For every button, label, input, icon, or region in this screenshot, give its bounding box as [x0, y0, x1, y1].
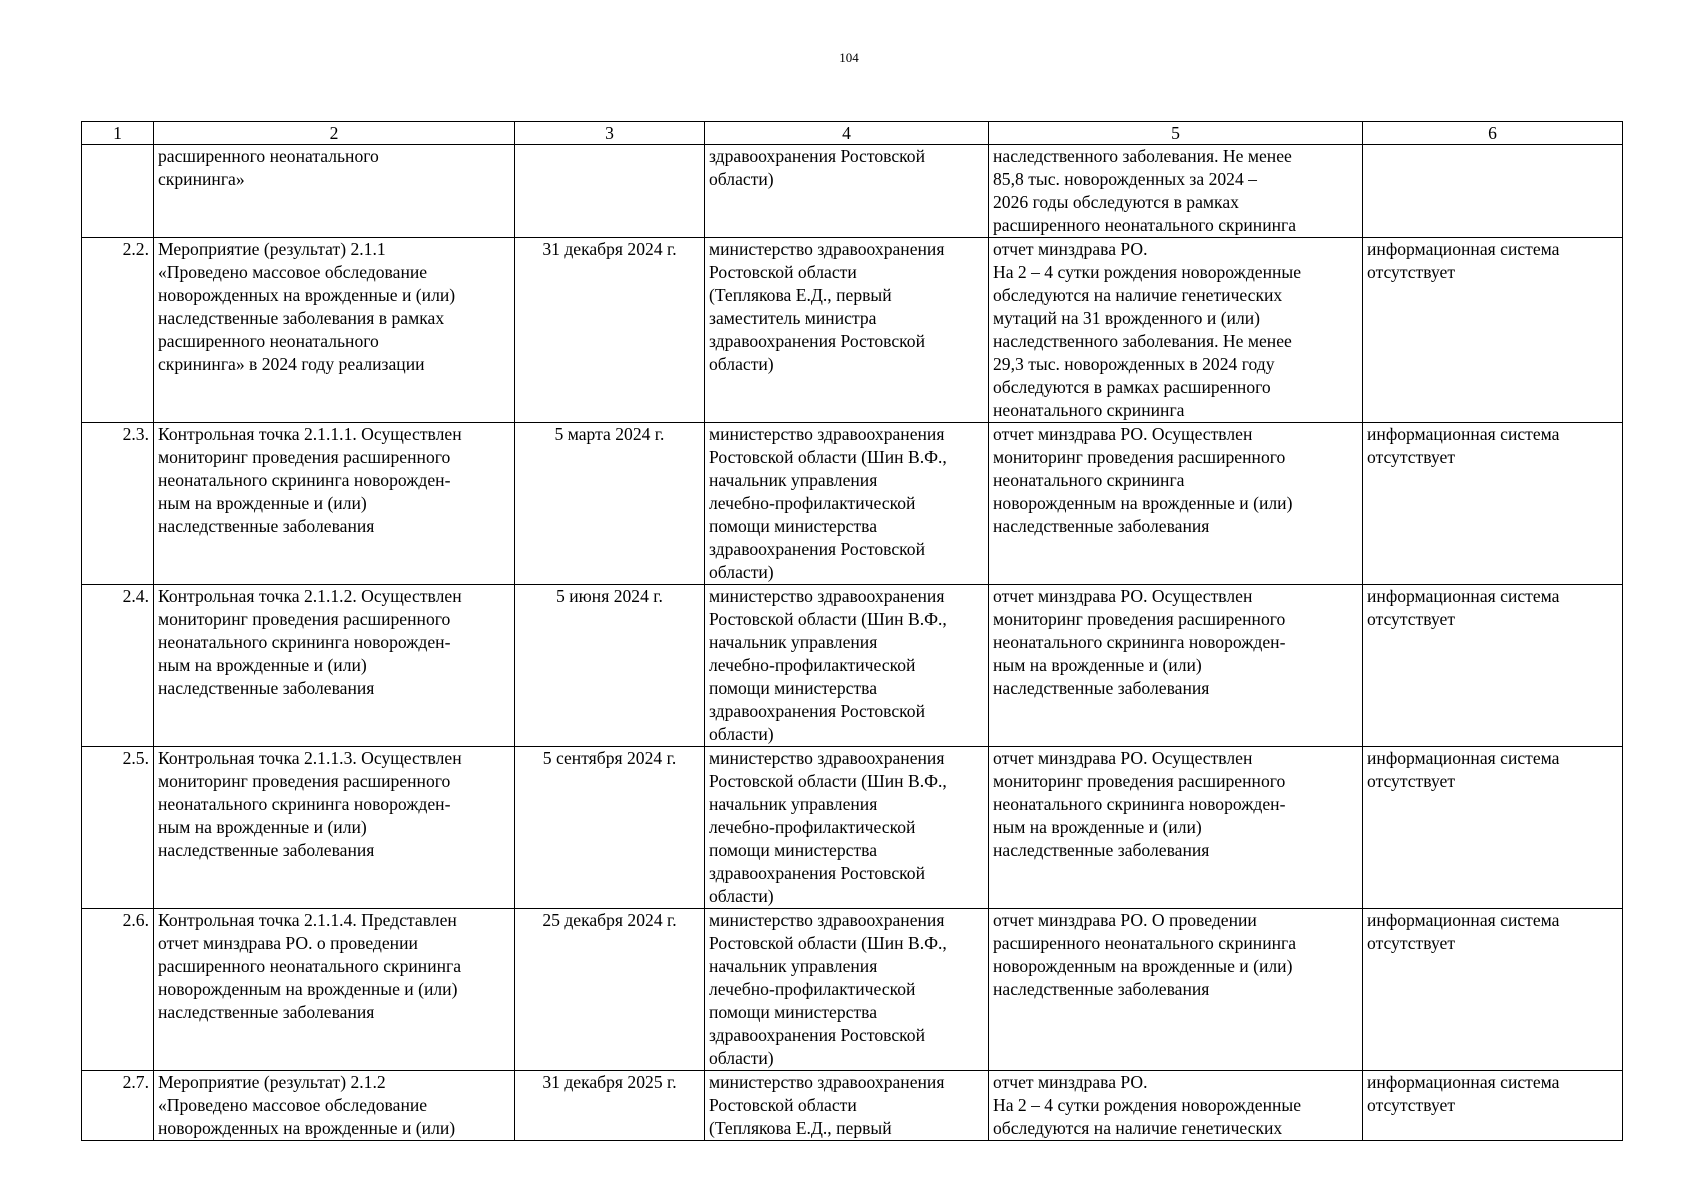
deadline-cell	[515, 145, 705, 238]
deadline-cell: 25 декабря 2024 г.	[515, 909, 705, 1071]
responsible-cell: министерство здравоохранения Ростовской области (Теплякова Е.Д., первый заместитель министра здравоохранения Ростовской области)	[705, 238, 989, 423]
row-number-cell: 2.6.	[82, 909, 154, 1071]
responsible-cell: здравоохранения Ростовской области)	[705, 145, 989, 238]
table-row	[82, 1071, 1623, 1141]
responsible-cell: министерство здравоохранения Ростовской области (Шин В.Ф., начальник управления лечебно-профилактической помощи министерства здравоохранения Ростовской области)	[705, 423, 989, 585]
deadline-cell: 5 марта 2024 г.	[515, 423, 705, 585]
table-row	[82, 909, 1623, 1071]
responsible-cell: министерство здравоохранения Ростовской области (Шин В.Ф., начальник управления лечебно-профилактической помощи министерства здравоохранения Ростовской области)	[705, 909, 989, 1071]
activity-name-cell: Контрольная точка 2.1.1.2. Осуществлен мониторинг проведения расширенного неонатального скрининга новорожден- ным на врожденные и (или) наследственные заболевания	[154, 585, 515, 747]
activity-name-cell: Контрольная точка 2.1.1.3. Осуществлен мониторинг проведения расширенного неонатального скрининга новорожден- ным на врожденные и (или) наследственные заболевания	[154, 747, 515, 909]
row-number-cell: 2.7.	[82, 1071, 154, 1141]
row-number-cell: 2.4.	[82, 585, 154, 747]
page-number: 104	[839, 50, 859, 65]
activity-name-cell: расширенного неонатального скрининга»	[154, 145, 515, 238]
row-number-cell	[82, 145, 154, 238]
responsible-cell: министерство здравоохранения Ростовской области (Теплякова Е.Д., первый	[705, 1071, 989, 1141]
result-cell: отчет минздрава РО. На 2 – 4 сутки рождения новорожденные обследуются на наличие генетических мутаций на 31 врожденного и (или) наследственного заболевания. Не менее 29,3 тыс. новорожденных в 2024 году обследуются в рамках расширенного неонатального скрининга	[989, 238, 1363, 423]
result-cell: наследственного заболевания. Не менее 85,8 тыс. новорожденных за 2024 – 2026 годы обследуются в рамках расширенного неонатального скрининга	[989, 145, 1363, 238]
document-table	[81, 121, 1623, 1141]
info-system-cell: информационная система отсутствует	[1363, 585, 1623, 747]
row-number-cell: 2.3.	[82, 423, 154, 585]
info-system-cell: информационная система отсутствует	[1363, 747, 1623, 909]
deadline-cell: 5 июня 2024 г.	[515, 585, 705, 747]
table-row	[82, 423, 1623, 585]
result-cell: отчет минздрава РО. Осуществлен мониторинг проведения расширенного неонатального скрининга новорожденным на врожденные и (или) наследственные заболевания	[989, 423, 1363, 585]
column-header: 1	[82, 122, 154, 145]
column-header: 3	[515, 122, 705, 145]
column-header: 4	[705, 122, 989, 145]
info-system-cell: информационная система отсутствует	[1363, 238, 1623, 423]
column-header: 6	[1363, 122, 1623, 145]
responsible-cell: министерство здравоохранения Ростовской области (Шин В.Ф., начальник управления лечебно-профилактической помощи министерства здравоохранения Ростовской области)	[705, 747, 989, 909]
table-row	[82, 238, 1623, 423]
table-row	[82, 747, 1623, 909]
result-cell: отчет минздрава РО. На 2 – 4 сутки рождения новорожденные обследуются на наличие генетических	[989, 1071, 1363, 1141]
row-number-cell: 2.5.	[82, 747, 154, 909]
info-system-cell	[1363, 145, 1623, 238]
activity-name-cell: Мероприятие (результат) 2.1.2 «Проведено массовое обследование новорожденных на врожденные и (или)	[154, 1071, 515, 1141]
deadline-cell: 31 декабря 2024 г.	[515, 238, 705, 423]
result-cell: отчет минздрава РО. Осуществлен мониторинг проведения расширенного неонатального скрининга новорожден- ным на врожденные и (или) наследственные заболевания	[989, 747, 1363, 909]
activity-name-cell: Мероприятие (результат) 2.1.1 «Проведено массовое обследование новорожденных на врожденные и (или) наследственные заболевания в рамках расширенного неонатального скрининга» в 2024 году реализации	[154, 238, 515, 423]
activity-name-cell: Контрольная точка 2.1.1.4. Представлен отчет минздрава РО. о проведении расширенного неонатального скрининга новорожденным на врожденные и (или) наследственные заболевания	[154, 909, 515, 1071]
result-cell: отчет минздрава РО. Осуществлен мониторинг проведения расширенного неонатального скрининга новорожден- ным на врожденные и (или) наследственные заболевания	[989, 585, 1363, 747]
activity-name-cell: Контрольная точка 2.1.1.1. Осуществлен мониторинг проведения расширенного неонатального скрининга новорожден- ным на врожденные и (или) наследственные заболевания	[154, 423, 515, 585]
deadline-cell: 31 декабря 2025 г.	[515, 1071, 705, 1141]
info-system-cell: информационная система отсутствует	[1363, 423, 1623, 585]
row-number-cell: 2.2.	[82, 238, 154, 423]
column-header: 5	[989, 122, 1363, 145]
table-row	[82, 145, 1623, 238]
info-system-cell: информационная система отсутствует	[1363, 909, 1623, 1071]
column-header: 2	[154, 122, 515, 145]
result-cell: отчет минздрава РО. О проведении расширенного неонатального скрининга новорожденным на врожденные и (или) наследственные заболевания	[989, 909, 1363, 1071]
table-header-row	[82, 122, 1623, 145]
info-system-cell: информационная система отсутствует	[1363, 1071, 1623, 1141]
responsible-cell: министерство здравоохранения Ростовской области (Шин В.Ф., начальник управления лечебно-профилактической помощи министерства здравоохранения Ростовской области)	[705, 585, 989, 747]
table-row	[82, 585, 1623, 747]
deadline-cell: 5 сентября 2024 г.	[515, 747, 705, 909]
